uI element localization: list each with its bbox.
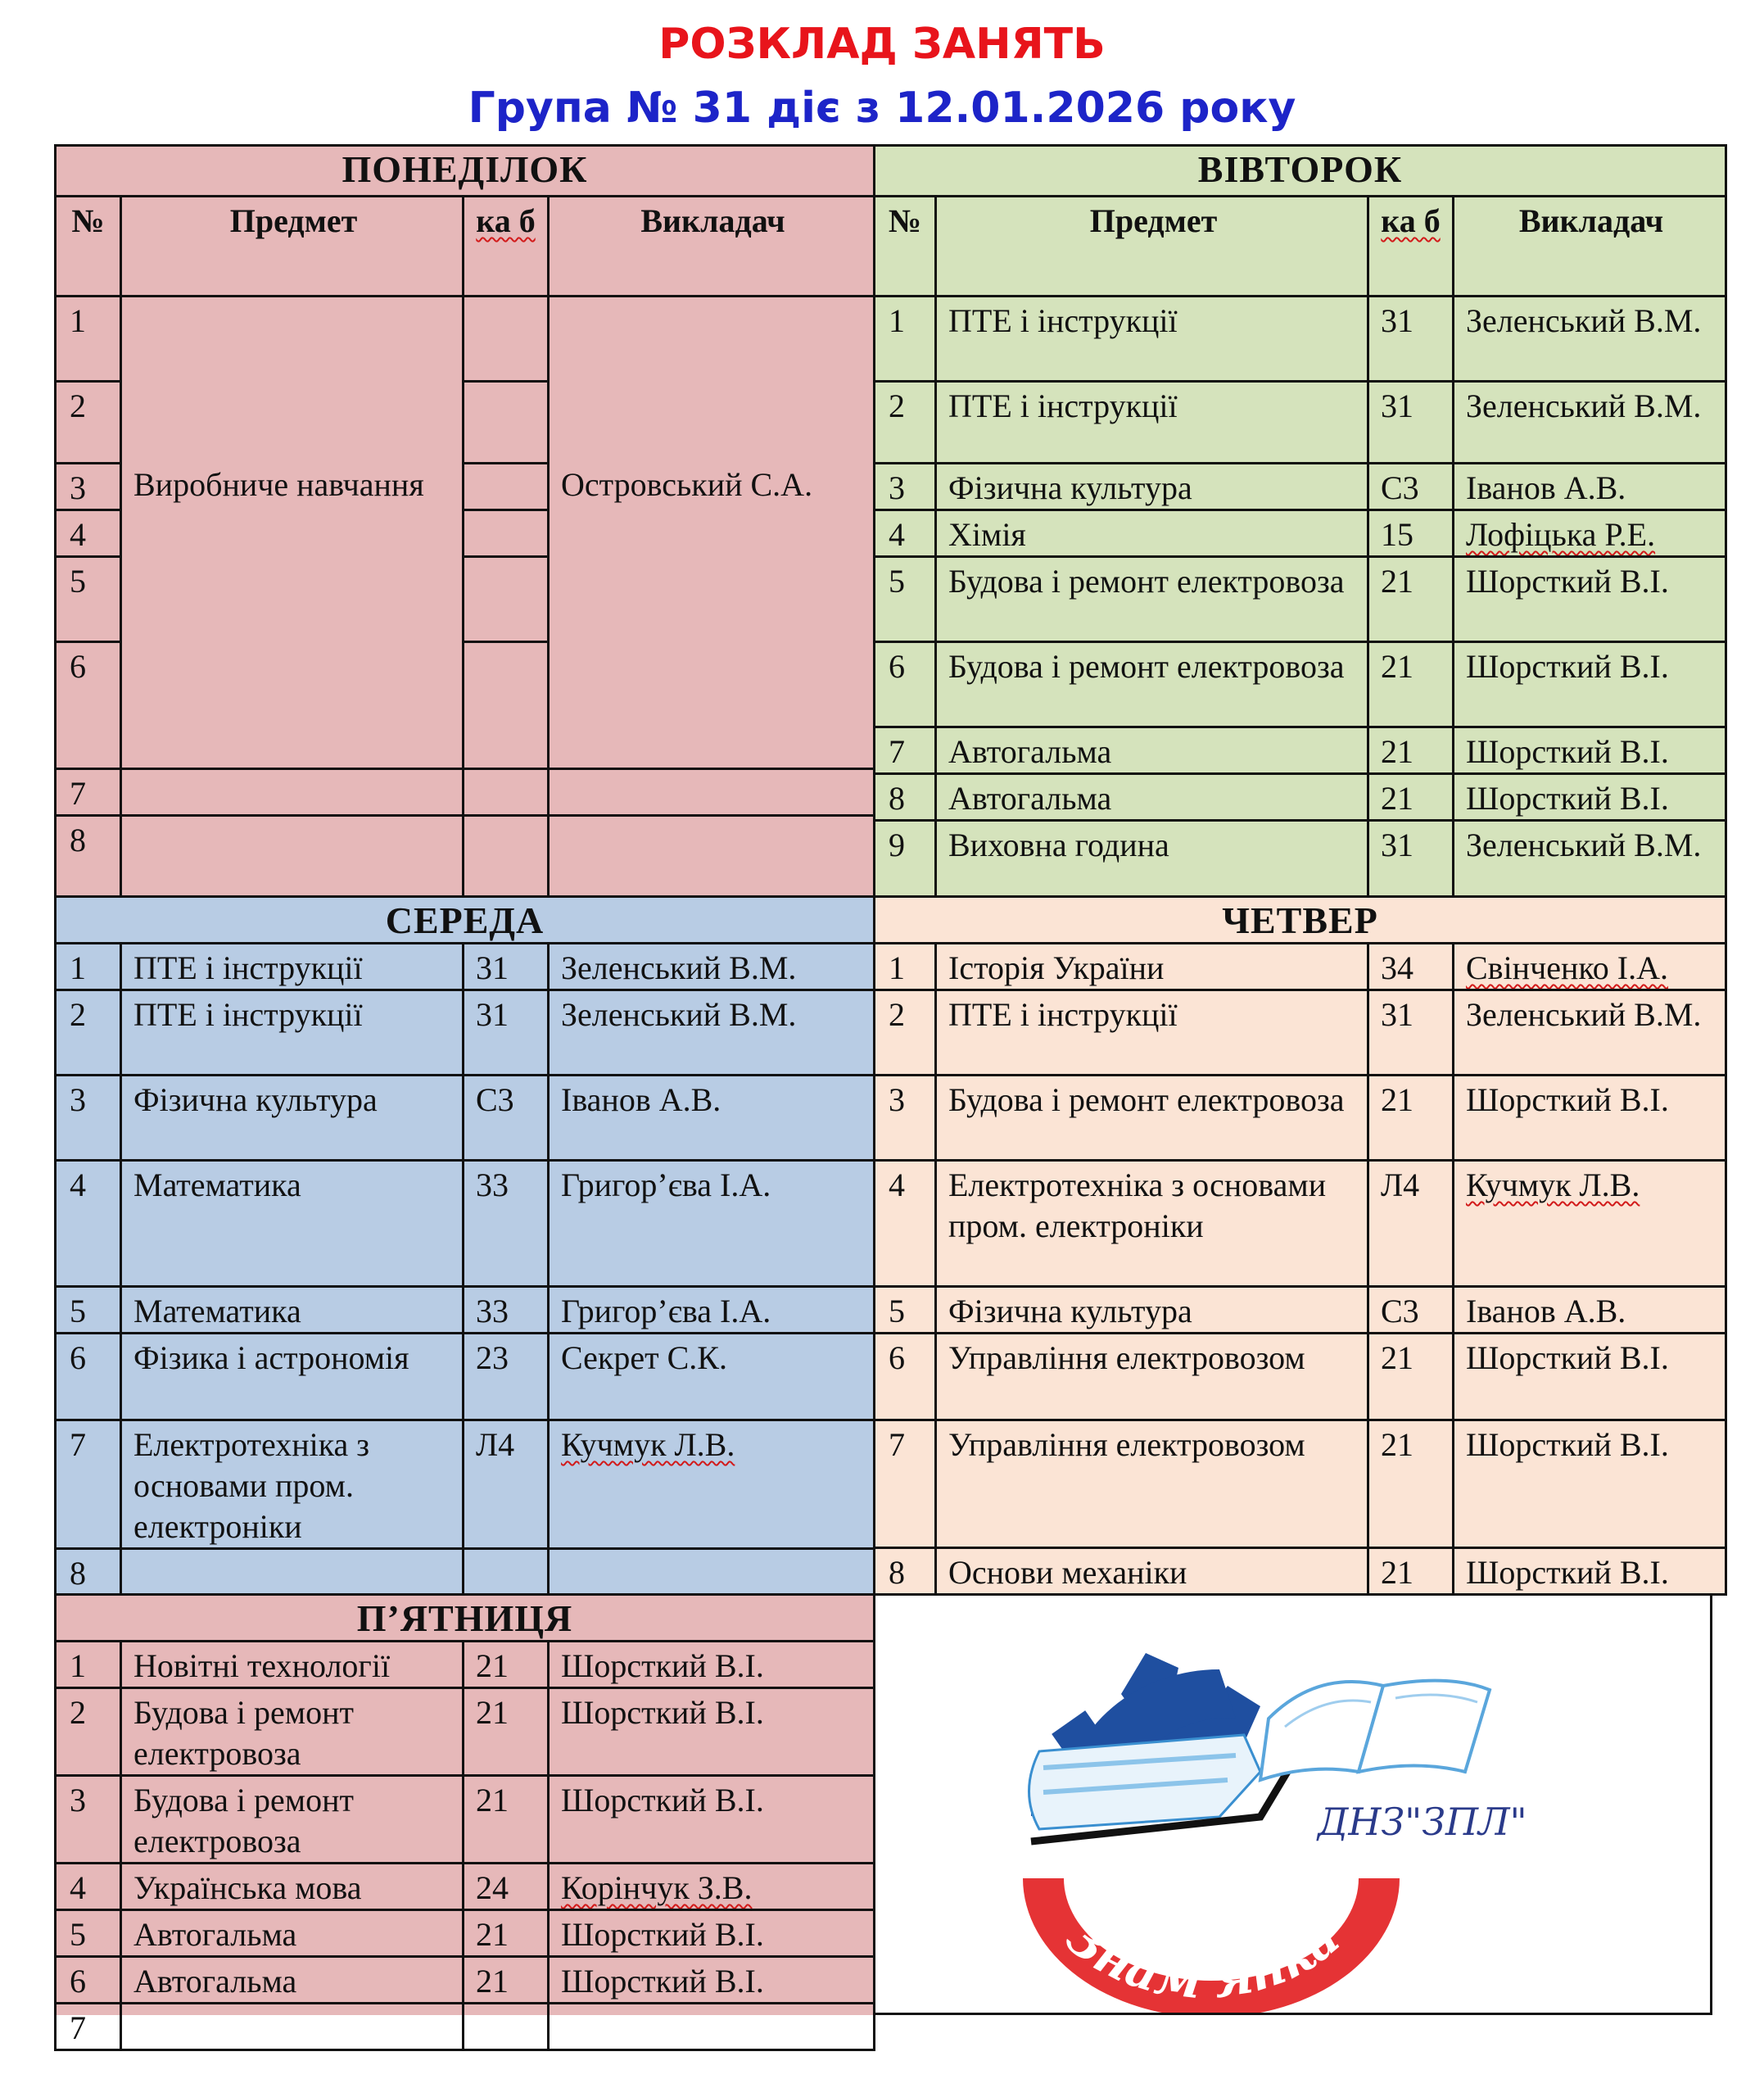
table-cell-teacher: Шорсткий В.І. xyxy=(1454,557,1726,642)
table-cell-room: 21 xyxy=(464,1910,549,1957)
table-cell-teacher: Кучмук Л.В. xyxy=(1454,1161,1726,1287)
table-cell-room: 21 xyxy=(464,1776,549,1864)
table-cell-teacher: Іванов А.В. xyxy=(549,1076,875,1161)
table-cell-subject: Основи механіки xyxy=(936,1548,1368,1595)
table-row-num: 8 xyxy=(875,774,936,821)
table-row-num: 1 xyxy=(875,297,936,382)
table-cell-room xyxy=(464,642,549,769)
table-cell-teacher: Шорсткий В.І. xyxy=(549,1910,875,1957)
table-cell-room: 31 xyxy=(1368,297,1454,382)
header-teacher: Викладач xyxy=(549,197,875,297)
tuesday-title: ВІВТОРОК xyxy=(875,146,1726,197)
table-cell-subject: Автогальма xyxy=(936,774,1368,821)
table-cell-teacher: Корінчук З.В. xyxy=(549,1864,875,1910)
table-cell-room: С3 xyxy=(1368,464,1454,510)
table-row-num: 8 xyxy=(56,816,121,904)
table-row-num: 1 xyxy=(56,297,121,382)
friday-title: П’ЯТНИЦЯ xyxy=(56,1595,875,1642)
header-room: ка б xyxy=(1368,197,1454,297)
table-cell-room xyxy=(464,2004,549,2050)
table-row-num: 7 xyxy=(56,2004,121,2050)
table-row-num: 7 xyxy=(875,727,936,774)
table-cell-room: 23 xyxy=(464,1334,549,1420)
table-row-num: 6 xyxy=(56,642,121,769)
table-cell-subject: Автогальма xyxy=(936,727,1368,774)
header-num: № xyxy=(875,197,936,297)
monday-merged-teacher: Островський С.А. xyxy=(549,297,875,769)
thursday-title: ЧЕТВЕР xyxy=(875,897,1726,944)
table-row-num: 2 xyxy=(875,990,936,1076)
header-num: № xyxy=(56,197,121,297)
monday-merged-subject: Виробниче навчання xyxy=(121,297,464,769)
table-cell-room: 21 xyxy=(464,1957,549,2004)
table-cell-teacher: Лофіцька Р.Е. xyxy=(1454,510,1726,557)
table-cell-subject: Управління електровозом xyxy=(936,1334,1368,1420)
table-cell-subject: Математика xyxy=(121,1161,464,1287)
table-cell-room xyxy=(464,1549,549,1596)
table-cell-subject: Хімія xyxy=(936,510,1368,557)
table-cell-subject: ПТЕ і інструкції xyxy=(936,990,1368,1076)
table-cell-subject: Електротехніка з основами пром. електроніки xyxy=(121,1420,464,1549)
header-room: ка б xyxy=(464,197,549,297)
table-cell-room xyxy=(464,510,549,557)
table-cell-teacher: Шорсткий В.І. xyxy=(1454,642,1726,727)
table-row-num: 4 xyxy=(875,1161,936,1287)
table-cell-teacher: Кучмук Л.В. xyxy=(549,1420,875,1549)
table-cell-subject: Фізична культура xyxy=(936,1287,1368,1334)
table-cell-teacher: Зеленський В.М. xyxy=(1454,382,1726,464)
table-cell-room: Л4 xyxy=(464,1420,549,1549)
table-cell-room: 21 xyxy=(1368,1420,1454,1548)
table-row-num: 5 xyxy=(56,1910,121,1957)
table-cell-room xyxy=(464,464,549,510)
table-cell-subject: Будова і ремонт електровоза xyxy=(936,1076,1368,1161)
table-cell-room: 21 xyxy=(1368,1076,1454,1161)
table-cell-subject: ПТЕ і інструкції xyxy=(936,297,1368,382)
table-cell-teacher: Шорсткий В.І. xyxy=(1454,727,1726,774)
table-cell-room: 21 xyxy=(1368,557,1454,642)
table-cell-room: 21 xyxy=(1368,727,1454,774)
table-row-num: 7 xyxy=(56,769,121,816)
table-row-num: 2 xyxy=(56,990,121,1076)
table-cell-room: Л4 xyxy=(1368,1161,1454,1287)
table-cell-subject xyxy=(121,1549,464,1596)
table-cell-teacher: Шорсткий В.І. xyxy=(549,1957,875,2004)
table-cell-room: 21 xyxy=(1368,642,1454,727)
table-cell-teacher xyxy=(549,1549,875,1596)
table-cell-room: 31 xyxy=(464,990,549,1076)
table-cell-subject: Фізика і астрономія xyxy=(121,1334,464,1420)
table-cell-teacher: Іванов А.В. xyxy=(1454,464,1726,510)
table-cell-room: 34 xyxy=(1368,944,1454,990)
table-cell-subject: Будова і ремонт електровоза xyxy=(121,1688,464,1776)
table-row-num: 3 xyxy=(56,464,121,510)
table-cell-room: 21 xyxy=(1368,774,1454,821)
table-cell-teacher: Шорсткий В.І. xyxy=(1454,1420,1726,1548)
header-subject: Предмет xyxy=(936,197,1368,297)
table-row-num: 9 xyxy=(875,821,936,911)
table-cell-teacher: Зеленський В.М. xyxy=(1454,821,1726,911)
table-cell-subject: Управління електровозом xyxy=(936,1420,1368,1548)
table-cell-room: 33 xyxy=(464,1161,549,1287)
table-cell-teacher: Зеленський В.М. xyxy=(1454,990,1726,1076)
table-row-num: 5 xyxy=(56,1287,121,1334)
table-cell-subject: Виховна година xyxy=(936,821,1368,911)
table-row-num: 2 xyxy=(875,382,936,464)
table-cell-room: С3 xyxy=(464,1076,549,1161)
table-cell-teacher: Шорсткий В.І. xyxy=(1454,774,1726,821)
table-row-num: 6 xyxy=(56,1957,121,2004)
table-row-num: 4 xyxy=(56,510,121,557)
monday-title: ПОНЕДІЛОК xyxy=(56,146,875,197)
logo-arc-text: Знам’янка xyxy=(1055,1909,1351,2011)
table-cell-subject: Будова і ремонт електровоза xyxy=(936,557,1368,642)
table-cell-room: 21 xyxy=(464,1642,549,1688)
table-cell-teacher: Шорсткий В.І. xyxy=(549,1688,875,1776)
table-row-num: 6 xyxy=(875,642,936,727)
table-row-num: 1 xyxy=(56,944,121,990)
table-row-num: 5 xyxy=(56,557,121,642)
table-cell-subject: Електротехніка з основами пром. електроніки xyxy=(936,1161,1368,1287)
table-row-num: 7 xyxy=(56,1420,121,1549)
table-cell-room: С3 xyxy=(1368,1287,1454,1334)
table-cell-room: 31 xyxy=(464,944,549,990)
table-cell-subject: Математика xyxy=(121,1287,464,1334)
table-cell-subject: Українська мова xyxy=(121,1864,464,1910)
friday-schedule xyxy=(54,1593,873,2046)
table-cell-room: 15 xyxy=(1368,510,1454,557)
table-cell-room xyxy=(464,382,549,464)
monday-schedule xyxy=(54,144,873,895)
table-cell-room: 33 xyxy=(464,1287,549,1334)
table-row-num: 2 xyxy=(56,1688,121,1776)
table-cell-subject: Фізична культура xyxy=(936,464,1368,510)
wednesday-schedule xyxy=(54,895,873,1593)
table-row-num: 6 xyxy=(875,1334,936,1420)
table-row-num: 4 xyxy=(56,1161,121,1287)
table-cell-room: 21 xyxy=(464,1688,549,1776)
table-cell-subject: Автогальма xyxy=(121,1910,464,1957)
logo-main-text: ДНЗ"ЗПЛ" xyxy=(1318,1800,1527,1844)
table-cell-teacher: Іванов А.В. xyxy=(1454,1287,1726,1334)
table-row-num: 3 xyxy=(56,1076,121,1161)
table-cell-room xyxy=(464,297,549,382)
table-row-num: 3 xyxy=(875,1076,936,1161)
logo-panel xyxy=(873,1593,1712,2015)
header-subject: Предмет xyxy=(121,197,464,297)
page-title: РОЗКЛАД ЗАНЯТЬ xyxy=(658,20,1106,69)
table-row-num: 8 xyxy=(56,1549,121,1596)
table-row-num: 3 xyxy=(56,1776,121,1864)
wednesday-title: СЕРЕДА xyxy=(56,897,875,944)
table-cell-subject: Автогальма xyxy=(121,1957,464,2004)
table-row-num: 5 xyxy=(875,557,936,642)
table-row-num: 4 xyxy=(875,510,936,557)
thursday-schedule xyxy=(873,895,1725,1593)
table-row-num: 2 xyxy=(56,382,121,464)
table-row-num: 7 xyxy=(875,1420,936,1548)
table-row-num: 6 xyxy=(56,1334,121,1420)
table-cell-teacher: Григор’єва І.А. xyxy=(549,1161,875,1287)
table-cell-teacher: Шорсткий В.І. xyxy=(1454,1548,1726,1595)
table-cell-room: 31 xyxy=(1368,990,1454,1076)
table-cell-teacher: Зеленський В.М. xyxy=(1454,297,1726,382)
table-row-num: 1 xyxy=(875,944,936,990)
header-teacher: Викладач xyxy=(1454,197,1726,297)
table-cell-subject: Фізична культура xyxy=(121,1076,464,1161)
table-row-num: 3 xyxy=(875,464,936,510)
table-cell-room: 24 xyxy=(464,1864,549,1910)
table-cell-room: 31 xyxy=(1368,382,1454,464)
page-subtitle: Група № 31 діє з 12.01.2026 року xyxy=(468,84,1296,133)
table-cell-subject: Новітні технології xyxy=(121,1642,464,1688)
table-cell-teacher: Шорсткий В.І. xyxy=(1454,1076,1726,1161)
table-cell-teacher: Зеленський В.М. xyxy=(549,990,875,1076)
table-cell-teacher: Шорсткий В.І. xyxy=(549,1642,875,1688)
table-cell-subject: ПТЕ і інструкції xyxy=(936,382,1368,464)
table-cell-teacher: Секрет С.К. xyxy=(549,1334,875,1420)
table-cell-room: 31 xyxy=(1368,821,1454,911)
table-cell-subject: Будова і ремонт електровоза xyxy=(936,642,1368,727)
table-cell-room xyxy=(464,557,549,642)
table-cell-subject: ПТЕ і інструкції xyxy=(121,944,464,990)
book-icon xyxy=(1260,1681,1490,1780)
table-row-num: 1 xyxy=(56,1642,121,1688)
table-cell-teacher: Шорсткий В.І. xyxy=(549,1776,875,1864)
table-cell-room: 21 xyxy=(1368,1334,1454,1420)
table-cell-subject: Будова і ремонт електровоза xyxy=(121,1776,464,1864)
table-cell-subject xyxy=(121,2004,464,2050)
table-row-num: 8 xyxy=(875,1548,936,1595)
table-cell-teacher xyxy=(549,2004,875,2050)
table-cell-subject: Історія України xyxy=(936,944,1368,990)
school-logo xyxy=(875,1596,1710,2013)
table-cell-room: 21 xyxy=(1368,1548,1454,1595)
tuesday-schedule xyxy=(873,144,1725,895)
table-cell-teacher: Шорсткий В.І. xyxy=(1454,1334,1726,1420)
table-row-num: 4 xyxy=(56,1864,121,1910)
table-cell-teacher: Зеленський В.М. xyxy=(549,944,875,990)
table-cell-subject: ПТЕ і інструкції xyxy=(121,990,464,1076)
table-cell-teacher: Григор’єва І.А. xyxy=(549,1287,875,1334)
table-cell-teacher: Свінченко І.А. xyxy=(1454,944,1726,990)
table-row-num: 5 xyxy=(875,1287,936,1334)
